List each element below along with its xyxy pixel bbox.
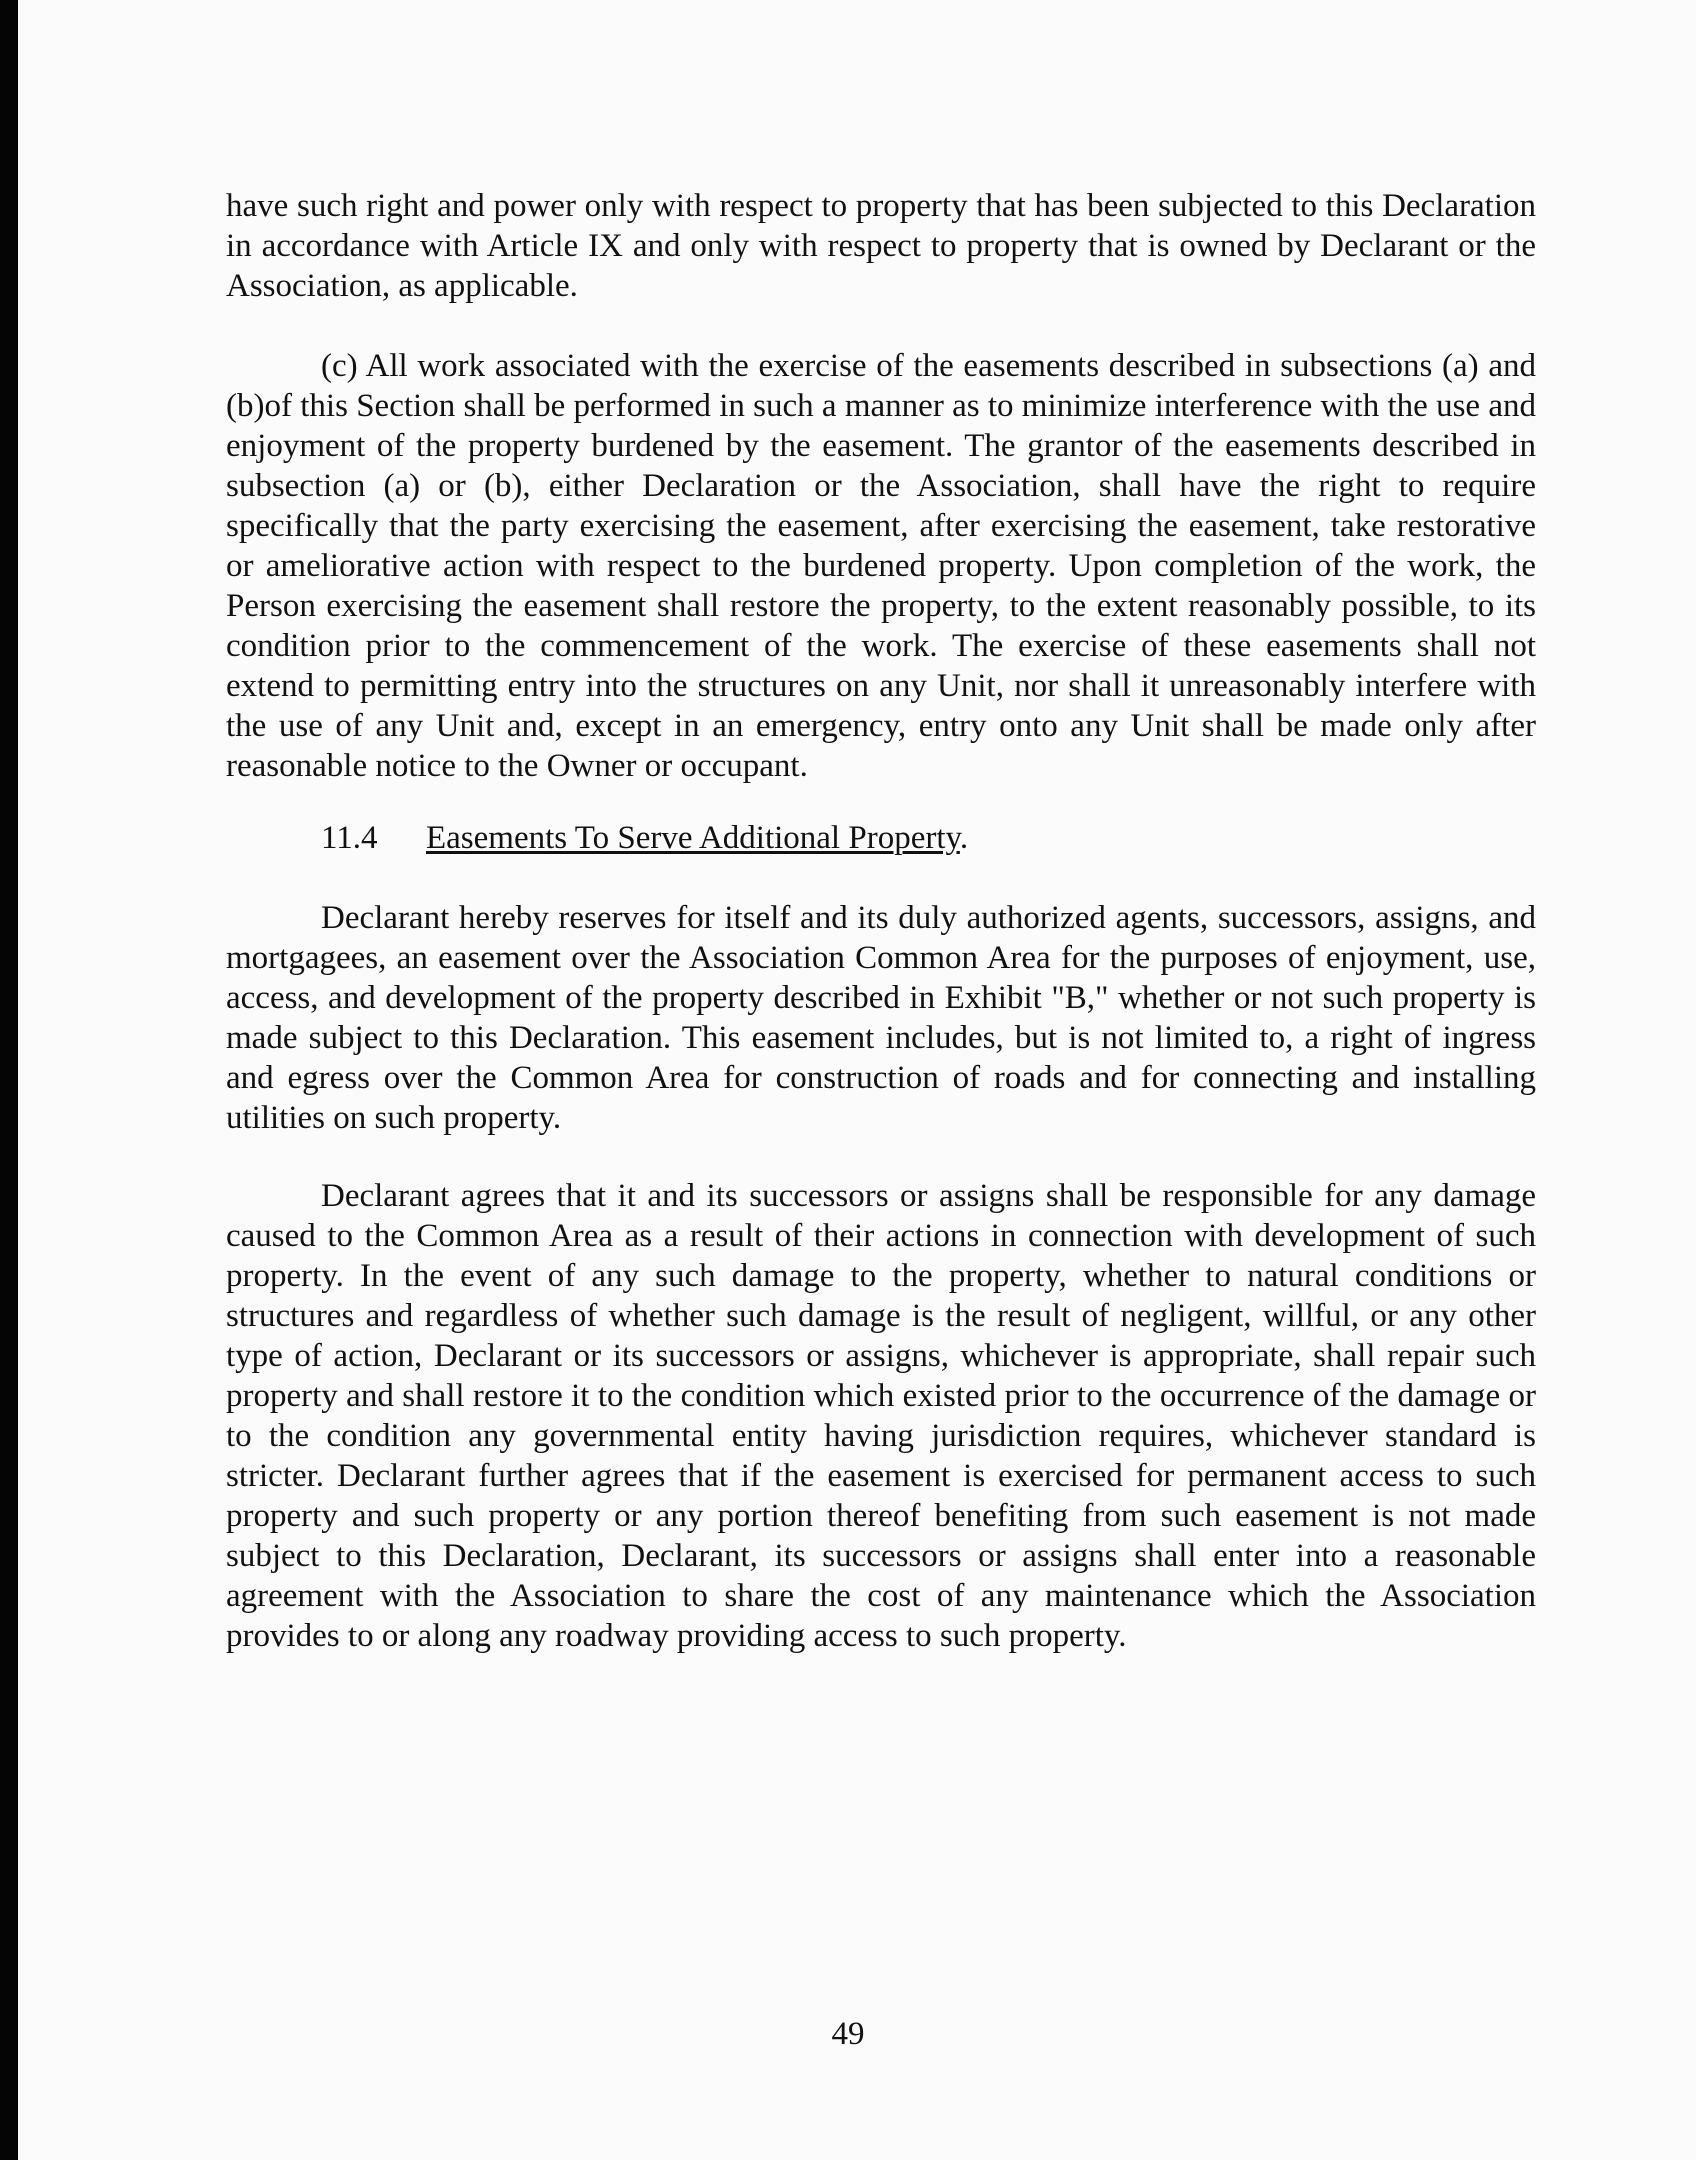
section-title: Easements To Serve Additional Property [426, 820, 960, 856]
section-number: 11.4 [321, 820, 378, 856]
paragraph-3: Declarant hereby reserves for itself and its duly authorized agents, successors, assigns, and mortgagees, an easement over the Association Common Area for the purposes of enjoyment, use, access, and development of the property described in Exhibit "B," whether or not such property is made subject to this Declaration. This easement includes, but is not limited to, a right of ingress and egress over the Common Area for construction of roads and for connecting and installing utilities on such property. [226, 900, 1536, 1136]
paragraph-4: Declarant agrees that it and its successors or assigns shall be responsible for any damage caused to the Common Area as a result of their actions in connection with development of such property. In the event of any such damage to the property, whether to natural conditions or structures and regardless of whether such damage is the result of negligent, willful, or any other type of action, Declarant or its successors or assigns, whichever is appropriate, shall repair such property and shall restore it to the condition which existed prior to the occurrence of the damage or to the condition any governmental entity having jurisdiction requires, whichever standard is stricter. Declarant further agrees that if the easement is exercised for permanent access to such property and such property or any portion thereof benefiting from such easement is not made subject to this Declaration, Declarant, its successors or assigns shall enter into a reasonable agreement with the Association to share the cost of any maintenance which the Association provides to or along any roadway providing access to such property. [226, 1178, 1536, 1654]
section-title-period: . [959, 820, 969, 856]
paragraph-1: have such right and power only with respect to property that has been subjected to this Declaration in accordance with Article IX and only with respect to property that is owned by Declarant or the Association, as applicable. [226, 188, 1536, 304]
scan-edge [0, 0, 18, 2160]
page-number: 49 [831, 2016, 865, 2052]
section-heading [321, 818, 968, 858]
paragraph-2: (c) All work associated with the exercise of the easements described in subsections (a) and (b)of this Section shall be performed in such a manner as to minimize interference with the use and enjoyment of the property burdened by the easement. The grantor of the easements described in subsection (a) or (b), either Declaration or the Association, shall have the right to require specifically that the party exercising the easement, after exercising the easement, take restorative or ameliorative action with respect to the burdened property. Upon completion of the work, the Person exercising the easement shall restore the property, to the extent reasonably possible, to its condition prior to the commencement of the work. The exercise of these easements shall not extend to permitting entry into the structures on any Unit, nor shall it unreasonably interfere with the use of any Unit and, except in an emergency, entry onto any Unit shall be made only after reasonable notice to the Owner or occupant. [226, 348, 1536, 784]
